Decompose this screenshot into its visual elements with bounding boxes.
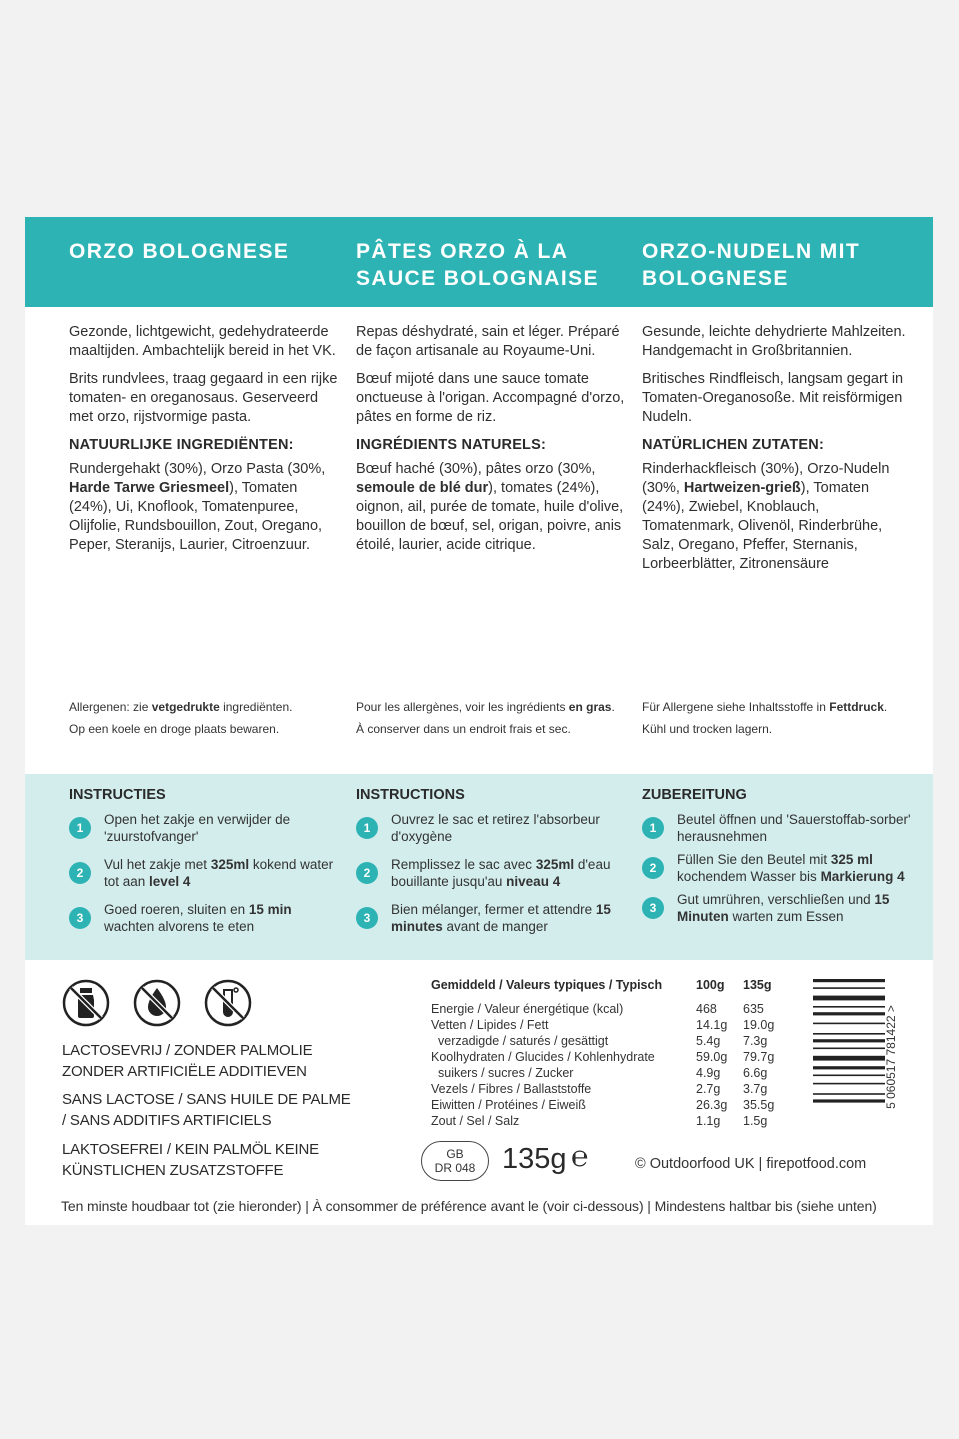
nutrient-value-100g: 1.1g bbox=[696, 1114, 721, 1128]
net-weight: 135g bbox=[502, 1143, 567, 1175]
step-3-nl: 3 Goed roeren, sluiten en 15 min wachten alvorens te eten bbox=[69, 901, 339, 935]
description-de bbox=[642, 323, 912, 583]
step-number: 1 bbox=[356, 817, 378, 839]
barcode-bar bbox=[813, 1012, 885, 1015]
nutrition-row bbox=[431, 1001, 786, 1017]
step-number: 3 bbox=[642, 897, 664, 919]
ingredients-heading-fr: INGRÉDIENTS NATURELS: bbox=[356, 437, 547, 453]
nutrient-value-100g: 2.7g bbox=[696, 1082, 721, 1096]
step-number: 3 bbox=[69, 907, 91, 929]
nutrition-row bbox=[431, 1081, 786, 1097]
nutrition-col-135g: 135g bbox=[743, 978, 772, 992]
step-1-fr: 1 Ouvrez le sac et retirez l'absorbeur d'oxygène bbox=[356, 811, 626, 845]
instructions-nl bbox=[69, 787, 339, 935]
nutrition-heading: Gemiddeld / Valeurs typiques / Typisch bbox=[431, 978, 663, 992]
step-number: 2 bbox=[642, 857, 664, 879]
step-number: 2 bbox=[356, 862, 378, 884]
storage-note-nl: Op een koele en droge plaats bewaren. bbox=[69, 722, 280, 736]
barcode-bar bbox=[813, 1023, 885, 1025]
nutrition-row bbox=[431, 1049, 786, 1065]
intro-de: Gesunde, leichte dehydrierte Mahlzeiten. Handgemacht in Großbritannien. bbox=[642, 324, 906, 359]
instructions-fr bbox=[356, 787, 626, 935]
barcode-number: 5 060517 781422 > bbox=[884, 1005, 898, 1109]
title-de: ORZO-NUDELN MIT BOLOGNESE bbox=[642, 240, 861, 290]
nutrient-label: Vetten / Lipides / Fett bbox=[431, 1018, 549, 1032]
step-1-de: 1 Beutel öffnen und 'Sauerstoffab-sorber' herausnehmen bbox=[642, 811, 912, 845]
step-3-fr: 3 Bien mélanger, fermer et attendre 15 minutes avant de manger bbox=[356, 901, 626, 935]
nutrient-value-100g: 59.0g bbox=[696, 1050, 728, 1064]
gb-approval-mark: GB DR 048 bbox=[421, 1141, 489, 1181]
nutrient-label: suikers / sucres / Zucker bbox=[438, 1066, 574, 1080]
drop-crossed-icon bbox=[132, 978, 182, 1028]
barcode-bar bbox=[813, 996, 885, 1001]
nutrition-row bbox=[431, 1097, 786, 1113]
storage-note-de: Kühl und trocken lagern. bbox=[642, 722, 773, 736]
nutrient-label: Vezels / Fibres / Ballaststoffe bbox=[431, 1082, 592, 1096]
ingredients-fr: Bœuf haché (30%), pâtes orzo (30%, semoule de blé dur), tomates (24%), oignon, ail, purée de tomate, huile d'olive, bouillon de bœuf, sel, origan, poivre, anis étoilé, laurier, acide citrique. bbox=[356, 461, 624, 553]
barcode-bar bbox=[813, 987, 885, 989]
storage-note-fr: À conserver dans un endroit frais et sec. bbox=[356, 722, 571, 736]
step-3-de: 3 Gut umrühren, verschließen und 15 Minuten warten zum Essen bbox=[642, 891, 912, 925]
nutrition-header bbox=[431, 977, 786, 993]
nutrient-value-135g: 6.6g bbox=[743, 1066, 768, 1080]
nutrient-value-135g: 3.7g bbox=[743, 1082, 768, 1096]
nutrient-label: Koolhydraten / Glucides / Kohlenhydrate bbox=[431, 1050, 655, 1064]
description-fr bbox=[356, 323, 626, 564]
title-nl: ORZO BOLOGNESE bbox=[69, 240, 290, 263]
title-fr: PÂTES ORZO À LA SAUCE BOLOGNAISE bbox=[356, 240, 599, 290]
nutrient-value-135g: 635 bbox=[743, 1002, 764, 1016]
instructions-heading-fr: INSTRUCTIONS bbox=[356, 787, 465, 803]
barcode-bar bbox=[813, 1033, 885, 1035]
nutrient-value-100g: 468 bbox=[696, 1002, 717, 1016]
allergen-info-nl bbox=[69, 699, 339, 737]
barcode-bar bbox=[813, 1039, 885, 1042]
allergen-note-de: Für Allergene siehe Inhaltsstoffe in Fettdruck. bbox=[642, 700, 888, 714]
ingredients-heading-nl: NATUURLIJKE INGREDIËNTEN: bbox=[69, 437, 294, 453]
claims-fr: SANS LACTOSE / SANS HUILE DE PALME / SANS ADDITIFS ARTIFICIELS bbox=[62, 1091, 351, 1129]
nutrient-value-135g: 35.5g bbox=[743, 1098, 775, 1112]
instructions-band bbox=[25, 774, 933, 960]
step-number: 3 bbox=[356, 907, 378, 929]
barcode bbox=[811, 977, 911, 1137]
barcode-bar bbox=[813, 1075, 885, 1077]
instructions-de bbox=[642, 787, 912, 925]
instructions-heading-nl: INSTRUCTIES bbox=[69, 787, 166, 803]
nutrient-label: Eiwitten / Protéines / Eiweiß bbox=[431, 1098, 586, 1112]
description-text-fr: Bœuf mijoté dans une sauce tomate onctueuse à l'origan. Accompagné d'orzo, pâtes en forme de riz. bbox=[356, 371, 625, 425]
copyright: © Outdoorfood UK | firepotfood.com bbox=[635, 1156, 867, 1172]
barcode-bar bbox=[813, 1048, 885, 1050]
nutrition-col-100g: 100g bbox=[696, 978, 725, 992]
test-tube-crossed-icon bbox=[203, 978, 253, 1028]
best-before-note: Ten minste houdbaar tot (zie hieronder) | À consommer de préférence avant le (voir ci-dessous) | Mindestens haltbar bis (siehe unten) bbox=[61, 1198, 877, 1214]
step-2-fr: 2 Remplissez le sac avec 325ml d'eau bouillante jusqu'au niveau 4 bbox=[356, 856, 626, 890]
milk-bottle-crossed-icon bbox=[61, 978, 111, 1028]
nutrient-value-135g: 7.3g bbox=[743, 1034, 768, 1048]
nutrition-table bbox=[431, 977, 786, 1129]
description-text-de: Britisches Rindfleisch, langsam gegart in Tomaten-Oreganosoße. Mit reisförmigen Nudeln. bbox=[642, 371, 904, 425]
step-number: 1 bbox=[69, 817, 91, 839]
ingredients-de: Rinderhackfleisch (30%), Orzo-Nudeln (30%, Hartweizen-grieß), Tomaten (24%), Zwiebel, Knoblauch, Tomatenmark, Olivenöl, Rinderbrühe, Salz, Oregano, Pfeffer, Sternanis, Lorbeerblätter, Zitronensäure bbox=[642, 461, 890, 572]
allergen-note-fr: Pour les allergènes, voir les ingrédients en gras. bbox=[356, 700, 615, 714]
description-text-nl: Brits rundvlees, traag gegaard in een rijke tomaten- en oreganosaus. Geserveerd met orzo, rijstvormige pasta. bbox=[69, 371, 338, 425]
nutrient-value-100g: 26.3g bbox=[696, 1098, 728, 1112]
product-label bbox=[25, 217, 933, 1225]
barcode-bar bbox=[813, 1056, 885, 1061]
nutrition-row bbox=[431, 1017, 786, 1033]
nutrient-label: Zout / Sel / Salz bbox=[431, 1114, 520, 1128]
barcode-bar bbox=[813, 979, 885, 982]
claims-de: LAKTOSEFREI / KEIN PALMÖL KEINE KÜNSTLICHEN ZUSATZSTOFFE bbox=[62, 1141, 319, 1179]
instructions-heading-de: ZUBEREITUNG bbox=[642, 787, 747, 803]
nutrient-value-100g: 4.9g bbox=[696, 1066, 721, 1080]
estimated-sign-icon: ℮ bbox=[571, 1141, 589, 1173]
step-2-de: 2 Füllen Sie den Beutel mit 325 ml kochendem Wasser bis Markierung 4 bbox=[642, 851, 912, 885]
nutrient-label: verzadigde / saturés / gesättigt bbox=[438, 1034, 609, 1048]
allergen-info-fr bbox=[356, 699, 626, 737]
allergen-info-de bbox=[642, 699, 912, 737]
ingredients-heading-de: NATÜRLICHEN ZUTATEN: bbox=[642, 437, 825, 453]
nutrient-value-100g: 14.1g bbox=[696, 1018, 728, 1032]
nutrient-value-135g: 1.5g bbox=[743, 1114, 768, 1128]
title-banner bbox=[25, 217, 933, 307]
nutrient-value-135g: 79.7g bbox=[743, 1050, 775, 1064]
barcode-bar bbox=[813, 1083, 885, 1085]
allergen-note-nl: Allergenen: zie vetgedrukte ingrediënten. bbox=[69, 700, 293, 714]
nutrition-row bbox=[431, 1033, 786, 1049]
barcode-bar bbox=[813, 1093, 885, 1095]
nutrient-value-135g: 19.0g bbox=[743, 1018, 775, 1032]
barcode-bar bbox=[813, 1099, 885, 1102]
diet-icons bbox=[61, 978, 261, 1030]
nutrition-row bbox=[431, 1113, 786, 1129]
step-2-nl: 2 Vul het zakje met 325ml kokend water tot aan level 4 bbox=[69, 856, 339, 890]
step-number: 1 bbox=[642, 817, 664, 839]
intro-fr: Repas déshydraté, sain et léger. Préparé de façon artisanale au Royaume-Uni. bbox=[356, 324, 620, 359]
step-1-nl: 1 Open het zakje en verwijder de 'zuurstofvanger' bbox=[69, 811, 339, 845]
claims-nl: LACTOSEVRIJ / ZONDER PALMOLIE ZONDER ARTIFICIËLE ADDITIEVEN bbox=[62, 1042, 313, 1080]
nutrition-rows bbox=[431, 1001, 786, 1129]
ingredients-nl: Rundergehakt (30%), Orzo Pasta (30%, Harde Tarwe Griesmeel), Tomaten (24%), Ui, Knoflook, Tomatenpuree, Olijfolie, Rundsbouillon, Zout, Oregano, Peper, Steranijs, Laurier, Citroenzuur. bbox=[69, 461, 326, 553]
nutrient-value-100g: 5.4g bbox=[696, 1034, 721, 1048]
barcode-bar bbox=[813, 1006, 885, 1008]
nutrient-label: Energie / Valeur énergétique (kcal) bbox=[431, 1002, 624, 1016]
step-number: 2 bbox=[69, 862, 91, 884]
nutrition-row bbox=[431, 1065, 786, 1081]
intro-nl: Gezonde, lichtgewicht, gedehydrateerde maaltijden. Ambachtelijk bereid in het VK. bbox=[69, 324, 336, 359]
barcode-bar bbox=[813, 1066, 885, 1069]
description-nl bbox=[69, 323, 339, 564]
